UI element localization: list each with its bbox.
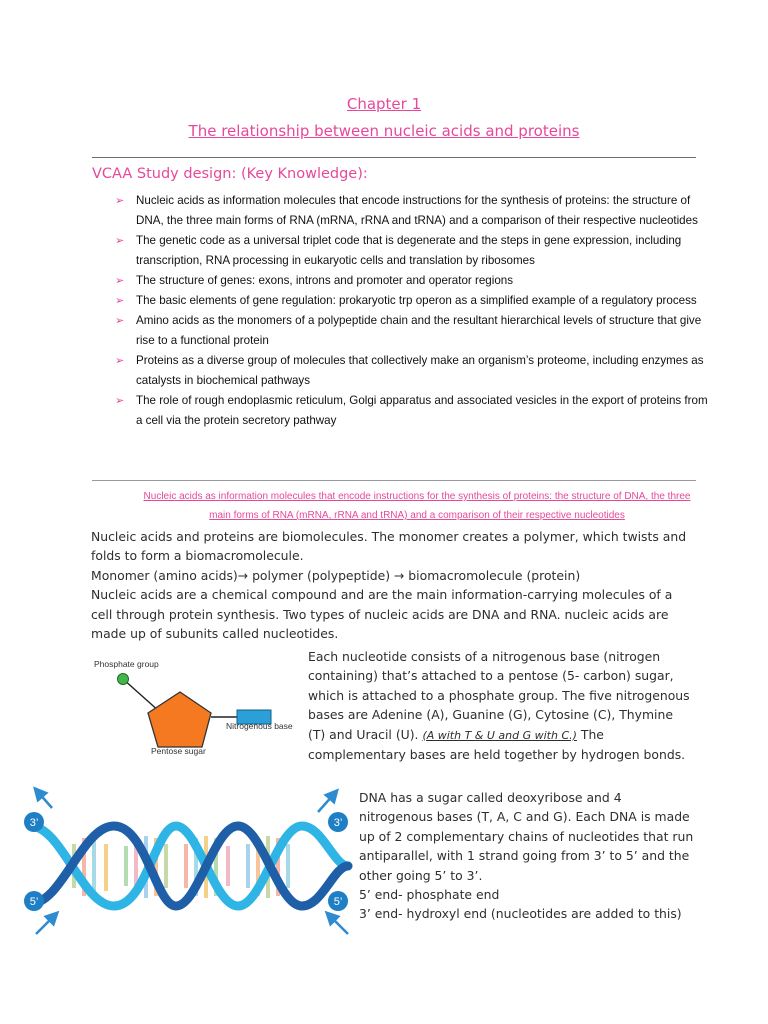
list-item: ➢ Amino acids as the monomers of a polypeptide chain and the resultant hierarchical levels of structure that give rise to a functional protein [115, 311, 715, 351]
dna-helix-diagram [22, 786, 356, 940]
list-item: ➢ The role of rough endoplasmic reticulum, Golgi apparatus and associated vesicles in the export of proteins from a cell via the protein secretory pathway [115, 391, 715, 431]
arrow-icon [318, 794, 334, 812]
intro-paragraph: Nucleic acids and proteins are biomolecules. The monomer creates a polymer, which twists and folds to form a biomacromolecule. Monomer (amino acids)→ polymer (polypeptide) → biomacromolecule (protein) Nucleic acids are a chemical compound and are the main information-carrying molecules of a cell through protein synthesis. Two types of nucleic acids are DNA and RNA. nucleic acids are made up of subunits called nucleotides. [91, 529, 687, 642]
svg-text:3’: 3’ [29, 817, 39, 829]
section-heading-link[interactable]: Nucleic acids as information molecules that encode instructions for the synthesis of proteins: the structure of DNA, the three main forms of RNA (mRNA, rRNA and tRNA) and a comparison of their respective nucleotides [143, 491, 691, 521]
arrow-bullet-icon: ➢ [115, 395, 125, 407]
title-divider [92, 157, 696, 158]
list-item: ➢ Nucleic acids as information molecules that encode instructions for the synthesis of proteins: the structure of DNA, the three main forms of RNA (mRNA, rRNA and tRNA) and a comparison of their respective nucleotides [115, 191, 715, 231]
page-title: The relationship between nucleic acids and proteins [188, 122, 580, 140]
arrow-bullet-icon: ➢ [115, 355, 125, 367]
svg-text:3’: 3’ [333, 817, 343, 829]
arrow-bullet-icon: ➢ [115, 295, 125, 307]
list-item: ➢ Proteins as a diverse group of molecules that collectively make an organism’s proteome, including enzymes as catalysts in biochemical pathways [115, 351, 715, 391]
arrow-icon [330, 916, 348, 934]
arrow-bullet-icon: ➢ [115, 235, 125, 247]
nucleotide-diagram [88, 650, 300, 765]
section-divider [92, 480, 696, 481]
list-item: ➢ The genetic code as a universal triplet code that is degenerate and the steps in gene expression, including transcription, RNA processing in eukaryotic cells and translation by ribosomes [115, 231, 715, 271]
dna-paragraph: DNA has a sugar called deoxyribose and 4 nitrogenous bases (T, A, C and G). Each DNA is made up of 2 complementary chains of nucleotides that run antiparallel, with 1 strand going from 3’ to 5’ and the other going 5’ to 3’. 5’ end- phosphate end 3’ end- hydroxyl end (nucleotides are added to this) [359, 790, 694, 922]
chapter-label: Chapter 1 [346, 95, 422, 113]
nucleotide-paragraph: Each nucleotide consists of a nitrogenous base (nitrogen containing) that’s attached to a pentose (5- carbon) sugar, which is attached to a phosphate group. The five nitrogenous bases are Adenine (A), Guanine (G), Cytosine (C), Thymine (T) and Uracil (U). (A with T & U and G with C.) The complementary bases are held together by hydrogen bonds. [308, 649, 690, 763]
arrow-bullet-icon: ➢ [115, 195, 125, 207]
phosphate-circle [118, 674, 129, 685]
svg-text:5’: 5’ [333, 896, 343, 908]
phosphate-label: Phosphate group [94, 659, 159, 669]
arrow-bullet-icon: ➢ [115, 275, 125, 287]
arrow-bullet-icon: ➢ [115, 315, 125, 327]
sugar-label: Pentose sugar [151, 746, 206, 756]
base-label: Nitrogenous base [226, 721, 293, 731]
list-item: ➢ The structure of genes: exons, introns and promoter and operator regions [115, 271, 715, 291]
arrow-icon [38, 792, 52, 808]
list-item: ➢ The basic elements of gene regulation: prokaryotic trp operon as a simplified example of a regulatory process [115, 291, 715, 311]
svg-text:5’: 5’ [29, 896, 39, 908]
pentose-pentagon [148, 692, 211, 747]
arrow-icon [36, 916, 54, 934]
study-design-heading: VCAA Study design: (Key Knowledge): [92, 166, 368, 182]
base-pairing-note: (A with T & U and G with C.) [422, 728, 577, 742]
key-knowledge-list [115, 191, 715, 431]
